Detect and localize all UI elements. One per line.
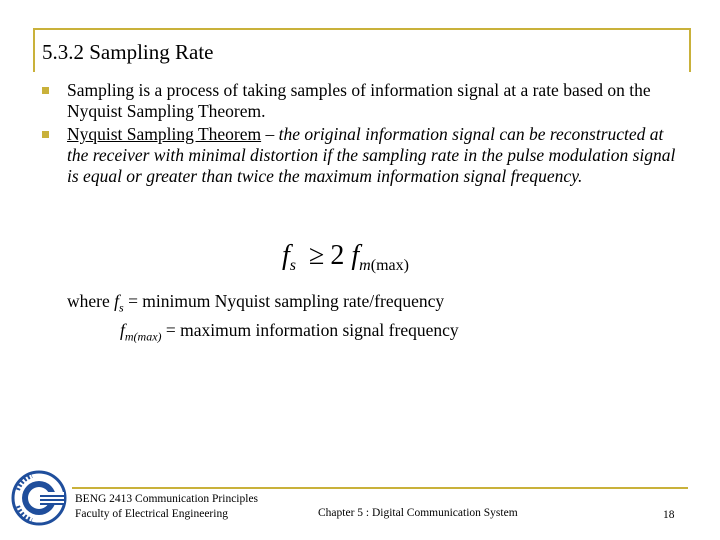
- theorem-statement: – the original information signal can be reconstructed at the receiver with minimal distortion if the sampling rate in the pulse modulation signal is equal or greater than twice the maximum information signal frequency.: [67, 124, 676, 186]
- formula-lhs: f: [282, 240, 290, 271]
- university-logo-icon: [10, 468, 68, 528]
- footer-faculty: Faculty of Electrical Engineering: [75, 508, 228, 520]
- bullet-item: [42, 124, 682, 187]
- bullet-item: [42, 80, 682, 122]
- slide-title: 5.3.2 Sampling Rate: [42, 40, 214, 64]
- theorem-name: Nyquist Sampling Theorem: [67, 124, 262, 144]
- nyquist-formula: [282, 240, 409, 275]
- formula-rhs: f: [351, 240, 360, 271]
- where-definition-fm: = maximum information signal frequency: [161, 320, 459, 340]
- page-number: 18: [663, 509, 675, 521]
- formula-rhs-sub-m: m: [359, 257, 371, 274]
- where-symbol-fm: f: [120, 320, 125, 340]
- where-symbol-fs: f: [114, 291, 120, 311]
- footer-divider: [72, 487, 688, 489]
- title-frame-top: [33, 28, 690, 30]
- formula-coefficient: 2: [330, 240, 345, 271]
- title-frame-left: [33, 28, 35, 72]
- footer-course: BENG 2413 Communication Principles: [75, 493, 259, 505]
- where-symbol-fm-sub: m(max): [124, 329, 162, 344]
- formula-rhs-sub-max: (max): [370, 257, 409, 274]
- where-prefix: where: [67, 291, 115, 311]
- where-symbol-fs-sub: s: [119, 300, 124, 315]
- bullet-list: [42, 80, 682, 189]
- square-bullet-icon: [42, 131, 49, 138]
- bullet-text: Sampling is a process of taking samples of information signal at a rate based on the Nyquist Sampling Theorem.: [67, 80, 651, 121]
- formula-operator: ≥: [309, 240, 325, 271]
- footer-chapter: Chapter 5 : Digital Communication System: [318, 507, 518, 519]
- where-definition-fs: = minimum Nyquist sampling rate/frequency: [123, 291, 445, 311]
- formula-lhs-sub: s: [289, 257, 297, 274]
- title-frame-right: [689, 28, 691, 72]
- where-line-2: [120, 320, 459, 348]
- square-bullet-icon: [42, 87, 49, 94]
- where-line-1: [67, 291, 444, 319]
- footer-course-info: [75, 492, 258, 522]
